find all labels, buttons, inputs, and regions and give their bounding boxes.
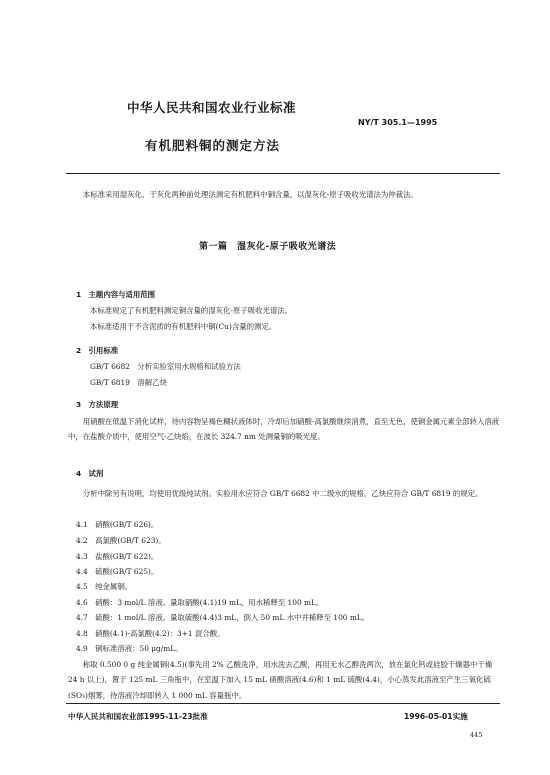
reagent-item: 4.6 硝酸：3 mol/L 溶液。量取硝酸(4.1)19 mL，用水稀释至 100 mL。 [76, 598, 324, 607]
page-number: 445 [470, 731, 483, 739]
reagent-item: 4.5 纯金属铜。 [76, 582, 133, 591]
intro-paragraph: 本标准采用湿灰化、干灰化两种前处理法测定有机肥料中铜含量，以湿灰化-原子吸收光谱法为仲裁法。 [82, 190, 418, 199]
section-4-heading: 4 试剂 [76, 469, 104, 478]
standard-organization: 中华人民共和国农业行业标准 [127, 100, 297, 115]
section-4-intro: 分析中除另有说明，均使用优级纯试剂。实验用水应符合 GB/T 6682 中二级水的规格，乙炔应符合 GB/T 6819 的规定。 [82, 489, 483, 498]
section-3-paragraph: 用硝酸在低温下消化试样，待内容物呈褐色糊状液体时，冷却后加硝酸-高氯酸继续消煮，直至无色，使铜金属元素全部转入溶液中，在盐酸介质中，使用空气-乙炔焰，在波长 324.7 nm 处测量铜的吸光度。 [68, 417, 500, 442]
copper-standard-procedure: 称取 0.500 0 g 纯金属铜(4.5)(事先用 2% 乙酸洗净，用水洗去乙酸，再用无水乙醇洗两次，放在氯化钙或硅胶干燥器中干燥 24 h 以上)，置于 125 mL 三角瓶中，在室温下加入 15 mL 硝酸溶液(4.6)和 1 mL 硫酸(4.4)，小心蒸发此溶液至产生三氧化硫(SO₃)烟雾，待溶液冷却即转入 1 000 mL 容量瓶中。 [68, 660, 493, 700]
reagent-item: 4.4 硫酸(GB/T 625)。 [76, 567, 159, 576]
approval-date: 中华人民共和国农业部1995-11-23批准 [68, 712, 208, 721]
section-3-heading: 3 方法原理 [76, 400, 119, 409]
part-title: 第一篇 湿灰化-原子吸收光谱法 [199, 242, 337, 252]
section-1-line-1: 本标准规定了有机肥料测定铜含量的湿灰化-原子吸收光谱法。 [90, 306, 293, 315]
reagent-item: 4.1 硝酸(GB/T 626)。 [76, 520, 159, 529]
footer-rule [66, 703, 500, 704]
reagent-item: 4.9 铜标准溶液：50 μg/mL。 [76, 644, 183, 653]
reagent-item: 4.2 高氯酸(GB/T 623)。 [76, 536, 166, 545]
reagent-item: 4.7 硫酸：1 mol/L 溶液。量取硫酸(4.4)3 mL，倒入 50 mL 水中并稀释至 100 mL。 [76, 613, 370, 622]
reagent-item: 4.8 硝酸(4.1)-高氯酸(4.2)：3+1 混合酸。 [76, 629, 225, 638]
section-2-heading: 2 引用标准 [76, 346, 119, 355]
reagent-item: 4.3 盐酸(GB/T 622)。 [76, 552, 159, 561]
implementation-date: 1996-05-01实施 [404, 712, 468, 721]
standard-code: NY/T 305.1—1995 [358, 118, 438, 127]
reference-item-1: GB/T 6682 分析实验室用水规格和试验方法 [90, 362, 241, 371]
reference-item-2: GB/T 6819 溶解乙炔 [90, 378, 167, 387]
section-1-heading: 1 主题内容与适用范围 [76, 290, 156, 299]
header-rule [66, 173, 500, 174]
section-1-line-2: 本标准适用于不含泥质的有机肥料中铜(Cu)含量的测定。 [90, 322, 277, 331]
document-title: 有机肥料铜的测定方法 [145, 138, 281, 153]
